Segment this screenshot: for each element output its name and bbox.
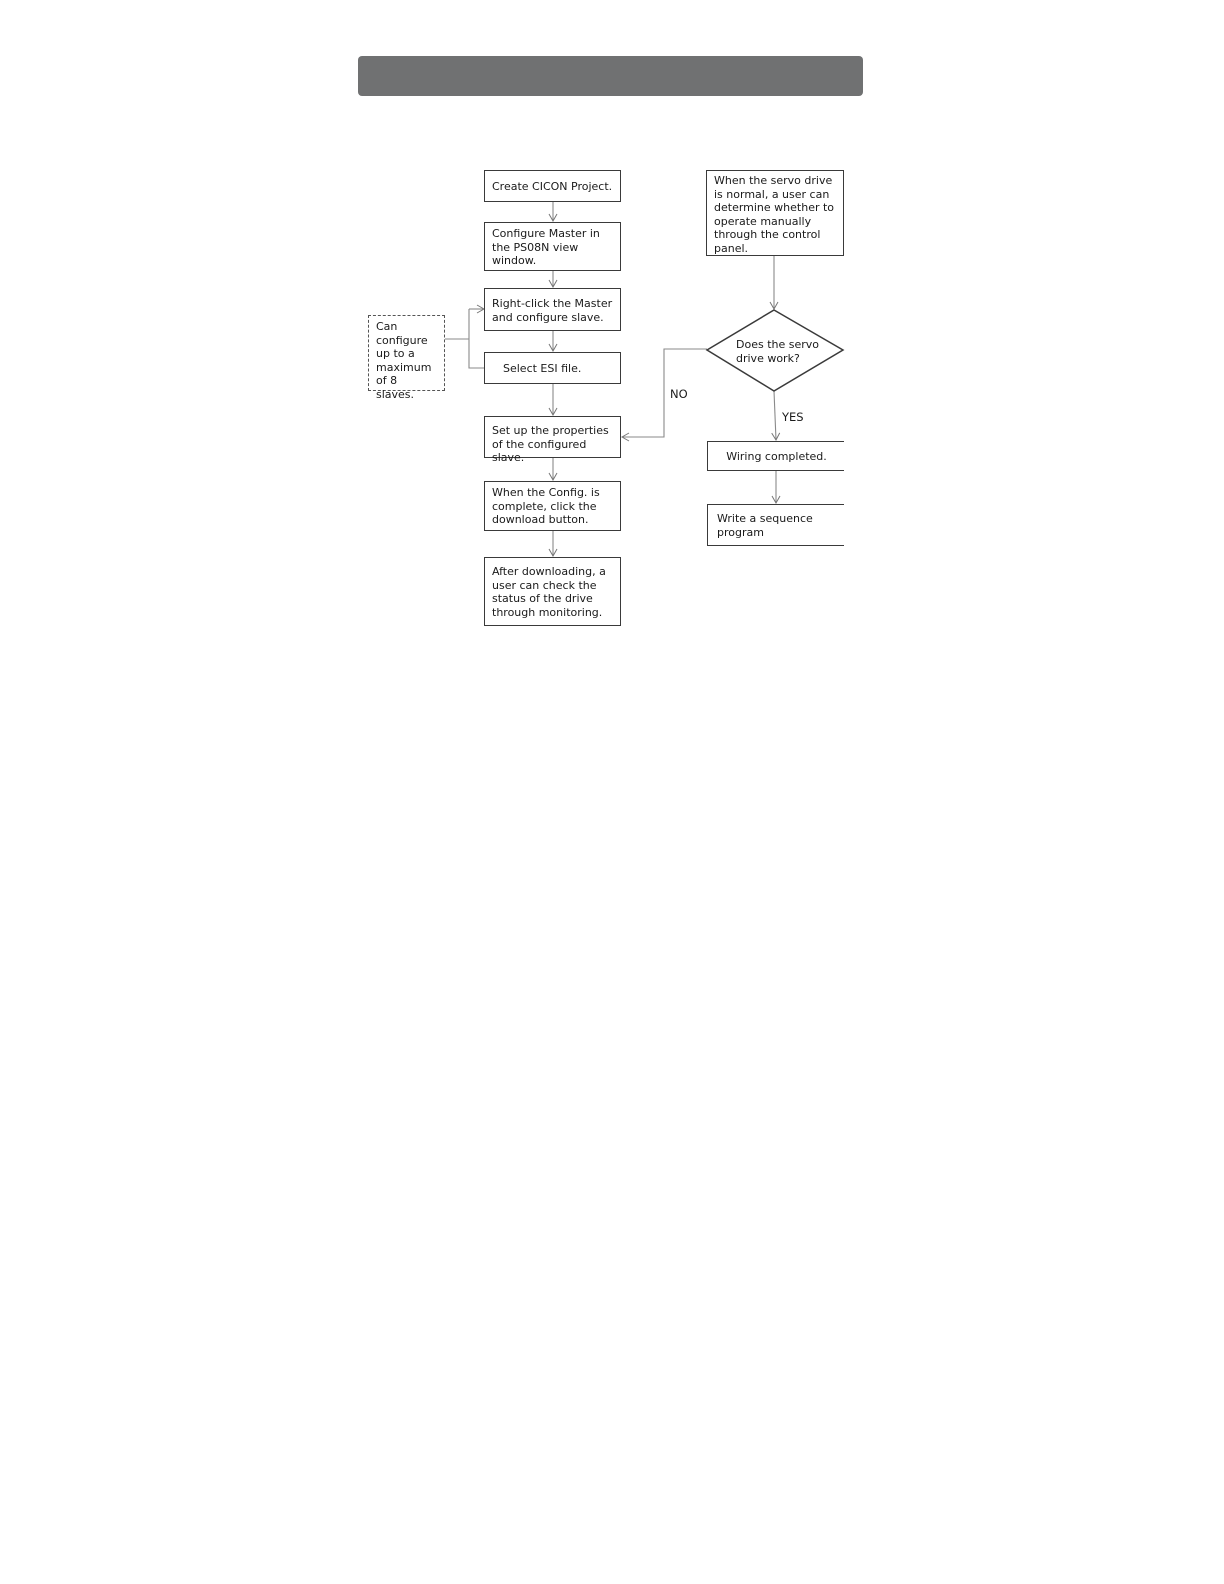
note-bracket [445, 309, 485, 368]
node-right-click-master: Right-click the Master and configure slave. [484, 288, 621, 331]
node-set-properties: Set up the properties of the configured slave. [484, 416, 621, 458]
note-max-slaves: Can configure up to a maximum of 8 slaves. [368, 315, 445, 391]
node-config-complete: When the Config. is complete, click the download button. [484, 481, 621, 531]
arrow-yes-to-wiring [774, 391, 776, 440]
node-after-download: After downloading, a user can check the status of the drive through monitoring. [484, 557, 621, 626]
node-write-program: Write a sequence program [707, 504, 844, 546]
edge-label-yes: YES [782, 410, 804, 424]
decision-text: Does the servo drive work? [736, 338, 820, 365]
node-servo-normal: When the servo drive is normal, a user can determine whether to operate manually through the control panel. [706, 170, 844, 256]
node-wiring-completed: Wiring completed. [707, 441, 844, 471]
edge-label-no: NO [670, 387, 688, 401]
node-create-project: Create CICON Project. [484, 170, 621, 202]
arrow-no-to-properties [622, 349, 707, 437]
node-select-esi: Select ESI file. [484, 352, 621, 384]
node-configure-master: Configure Master in the PS08N view window. [484, 222, 621, 271]
